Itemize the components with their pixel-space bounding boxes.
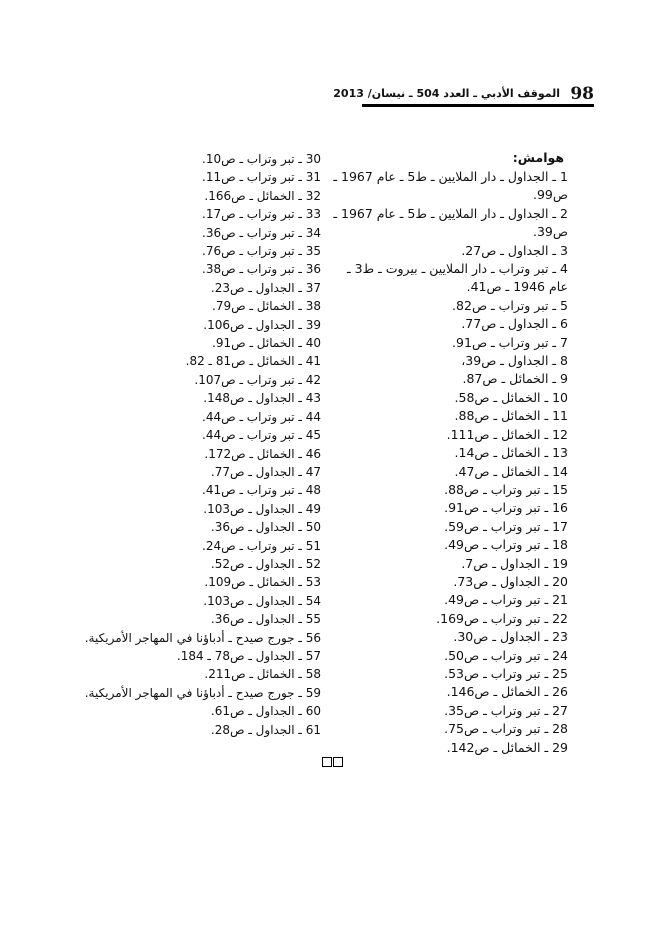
footnote-item: 25 ـ تبر وتراب ـ ص53. bbox=[444, 665, 568, 681]
footnote-item: 39 ـ الجداول ـ ص106. bbox=[203, 317, 321, 332]
footnote-item: 37 ـ الجداول ـ ص23. bbox=[210, 280, 321, 295]
header-rule bbox=[362, 104, 594, 107]
footnote-item: 44 ـ تبر وتراب ـ ص44. bbox=[202, 409, 321, 424]
footnote-item: 59 ـ جورج صيدح ـ أدباؤنا في المهاجر الأمريكية. bbox=[84, 685, 321, 700]
footnote-item: 13 ـ الخمائل ـ ص14. bbox=[454, 445, 568, 461]
footnote-item: 21 ـ تبر وتراب ـ ص49. bbox=[444, 592, 568, 608]
footnote-item: 14 ـ الخمائل ـ ص47. bbox=[454, 463, 568, 479]
footnote-item: 6 ـ الجداول ـ ص77. bbox=[461, 316, 568, 332]
page-header bbox=[333, 84, 594, 106]
footnote-item: 7 ـ تبر وتراب ـ ص91. bbox=[452, 334, 568, 350]
footnote-item: 5 ـ تبر وتراب ـ ص82. bbox=[452, 297, 568, 313]
footnote-item: 51 ـ تبر وتراب ـ ص24. bbox=[202, 538, 321, 553]
footnote-item: 23 ـ الجداول ـ ص30. bbox=[453, 629, 568, 645]
footnote-item: 30 ـ تبر وتراب ـ ص10. bbox=[202, 152, 321, 166]
footnote-item: 20 ـ الجداول ـ ص73. bbox=[453, 573, 568, 589]
footnote-item: 36 ـ تبر وتراب ـ ص38. bbox=[202, 262, 321, 277]
footnote-item: 26 ـ الخمائل ـ ص146. bbox=[446, 684, 568, 700]
footnote-item: 29 ـ الخمائل ـ ص142. bbox=[446, 739, 568, 755]
footnote-item: 58 ـ الخمائل ـ ص211. bbox=[204, 667, 321, 682]
footnote-item: 9 ـ الخمائل ـ ص87. bbox=[462, 371, 568, 387]
footnote-item: 32 ـ الخمائل ـ ص166. bbox=[204, 188, 321, 203]
footnote-item: 50 ـ الجداول ـ ص36. bbox=[210, 520, 321, 535]
footnote-item: 47 ـ الجداول ـ ص77. bbox=[210, 464, 321, 479]
footnote-item: 43 ـ الجداول ـ ص148. bbox=[203, 391, 321, 406]
footnote-item: 1 ـ الجداول ـ دار الملايين ـ ط5 ـ عام 1967 ـ ص99. bbox=[333, 169, 568, 203]
footnote-item: 8 ـ الجداول ـ ص39، bbox=[461, 353, 568, 369]
footnote-item: 55 ـ الجداول ـ ص36. bbox=[210, 612, 321, 627]
footnote-item: 15 ـ تبر وتراب ـ ص88. bbox=[444, 481, 568, 497]
notes-column-right bbox=[328, 150, 568, 757]
notes-heading: هوامش: bbox=[512, 150, 564, 165]
footnote-item: 28 ـ تبر وتراب ـ ص75. bbox=[444, 721, 568, 737]
footnote-item: 17 ـ تبر وتراب ـ ص59. bbox=[444, 518, 568, 534]
page-number: 98 bbox=[570, 84, 594, 104]
footnote-item: 34 ـ تبر وتراب ـ ص36. bbox=[202, 225, 321, 240]
footnote-item: 45 ـ تبر وتراب ـ ص44. bbox=[202, 428, 321, 443]
footnote-item: 35 ـ تبر وتراب ـ ص76. bbox=[202, 244, 321, 259]
footnote-item: 4 ـ تبر وتراب ـ دار الملايين ـ بيروت ـ ط3 ـ عام 1946 ـ ص41. bbox=[346, 261, 568, 295]
footnote-item: 18 ـ تبر وتراب ـ ص49. bbox=[444, 537, 568, 553]
footnote-item: 48 ـ تبر وتراب ـ ص41. bbox=[202, 483, 321, 498]
footnote-item: 56 ـ جورج صيدح ـ أدباؤنا في المهاجر الأمريكية. bbox=[84, 630, 321, 645]
footnote-item: 31 ـ تبر وتراب ـ ص11. bbox=[202, 170, 321, 185]
footnote-item: 40 ـ الخمائل ـ ص91. bbox=[212, 336, 321, 351]
footnote-item: 3 ـ الجداول ـ ص27. bbox=[461, 242, 568, 258]
footnote-item: 11 ـ الخمائل ـ ص88. bbox=[454, 408, 568, 424]
footnote-item: 46 ـ الخمائل ـ ص172. bbox=[204, 446, 321, 461]
footnote-item: 61 ـ الجداول ـ ص28. bbox=[210, 722, 321, 737]
end-marker-icon bbox=[321, 752, 343, 761]
footnote-item: 60 ـ الجداول ـ ص61. bbox=[210, 704, 321, 719]
footnote-item: 27 ـ تبر وتراب ـ ص35. bbox=[444, 702, 568, 718]
notes-column-left bbox=[71, 150, 321, 739]
journal-title: الموقف الأدبي ـ العدد 504 ـ نيسان/ 2013 bbox=[333, 87, 560, 100]
footnote-item: 19 ـ الجداول ـ ص7. bbox=[461, 555, 568, 571]
footnote-item: 42 ـ تبر وتراب ـ ص107. bbox=[194, 372, 321, 387]
footnote-item: 10 ـ الخمائل ـ ص58. bbox=[454, 389, 568, 405]
footnote-item: 22 ـ تبر وتراب ـ ص169. bbox=[436, 610, 568, 626]
footnote-item: 16 ـ تبر وتراب ـ ص91. bbox=[444, 500, 568, 516]
footnote-item: 57 ـ الجداول ـ ص78 ـ 184. bbox=[176, 648, 321, 663]
footnote-item: 12 ـ الخمائل ـ ص111. bbox=[446, 426, 568, 442]
footnote-item: 2 ـ الجداول ـ دار الملايين ـ ط5 ـ عام 1967 ـ ص39. bbox=[333, 205, 568, 240]
footnote-item: 54 ـ الجداول ـ ص103. bbox=[203, 593, 321, 608]
footnote-item: 41 ـ الخمائل ـ ص81 ـ 82. bbox=[185, 354, 321, 369]
footnote-item: 49 ـ الجداول ـ ص103. bbox=[203, 501, 321, 516]
footnote-item: 38 ـ الخمائل ـ ص79. bbox=[212, 299, 321, 314]
footnote-item: 24 ـ تبر وتراب ـ ص50. bbox=[444, 647, 568, 663]
footnote-item: 52 ـ الجداول ـ ص52. bbox=[210, 556, 321, 571]
footnote-item: 33 ـ تبر وتراب ـ ص17. bbox=[202, 207, 321, 222]
footnote-item: 53 ـ الخمائل ـ ص109. bbox=[204, 575, 321, 590]
